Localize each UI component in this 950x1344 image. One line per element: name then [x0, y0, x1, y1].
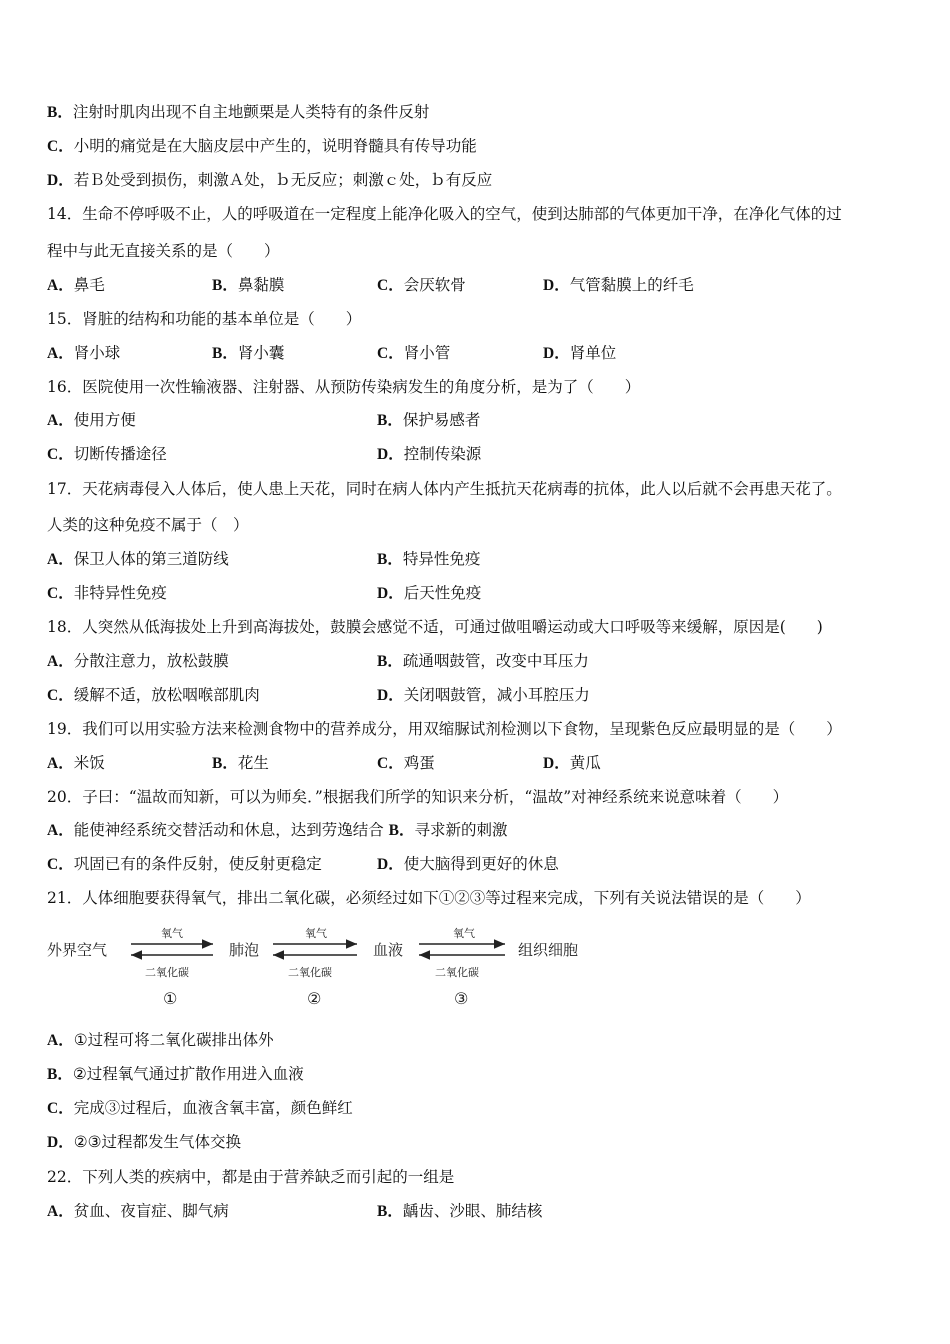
q14-stem-line2: 程中与此无直接关系的是（ ） [47, 242, 280, 260]
node-outside-air: 外界空气 [47, 941, 108, 959]
node-tissue-cells: 组织细胞 [518, 941, 579, 959]
q17-option-d: D．后天性免疫 [377, 584, 482, 602]
q21-option-c: C．完成③过程后，血液含氧丰富，颜色鲜红 [47, 1099, 353, 1117]
step1-number: ① [163, 989, 178, 1008]
q18-stem: 18．人突然从低海拔处上升到高海拔处，鼓膜会感觉不适，可通过做咀嚼运动或大口呼吸等来缓解，原因是( ) [47, 618, 823, 636]
q13-option-b: B．注射时肌肉出现不自主地颤栗是人类特有的条件反射 [47, 103, 430, 121]
q17-option-c: C．非特异性免疫 [47, 584, 167, 602]
q16-option-a: A．使用方便 [47, 411, 136, 429]
step2-number: ② [307, 989, 322, 1008]
q21-stem: 21．人体细胞要获得氧气，排出二氧化碳，必须经过如下①②③等过程来完成，下列有关说法错误的是（ ） [47, 889, 811, 907]
q21-option-b: B．②过程氧气通过扩散作用进入血液 [47, 1065, 304, 1083]
q17-option-b: B．特异性免疫 [377, 550, 481, 568]
step1-co2-label: 二氧化碳 [145, 966, 189, 979]
q20-option-d: D．使大脑得到更好的休息 [377, 855, 559, 873]
step2-co2-label: 二氧化碳 [288, 966, 332, 979]
q14-option-a: A．鼻毛 [47, 276, 105, 294]
q19-option-d: D．黄瓜 [543, 754, 601, 772]
node-alveoli: 肺泡 [229, 941, 260, 959]
q19-option-b: B．花生 [212, 754, 269, 772]
q22-option-a: A．贫血、夜盲症、脚气病 [47, 1202, 229, 1220]
node-blood: 血液 [373, 941, 404, 959]
q18-option-b: B．疏通咽鼓管，改变中耳压力 [377, 652, 589, 670]
q14-option-b: B．鼻黏膜 [212, 276, 285, 294]
q16-option-c: C．切断传播途径 [47, 445, 167, 463]
q13-option-c: C．小明的痛觉是在大脑皮层中产生的，说明脊髓具有传导功能 [47, 137, 477, 155]
q15-stem: 15．肾脏的结构和功能的基本单位是（ ） [47, 310, 362, 328]
q19-option-a: A．米饭 [47, 754, 105, 772]
q21-option-d: D．②③过程都发生气体交换 [47, 1133, 241, 1151]
q21-option-a: A．①过程可将二氧化碳排出体外 [47, 1031, 274, 1049]
q13-option-d: D．若Ｂ处受到损伤，刺激Ａ处，ｂ无反应；刺激ｃ处，ｂ有反应 [47, 171, 493, 189]
q18-option-a: A．分散注意力，放松鼓膜 [47, 652, 229, 670]
q15-option-d: D．肾单位 [543, 344, 617, 362]
q18-option-c: C．缓解不适，放松咽喉部肌肉 [47, 686, 260, 704]
q15-option-b: B．肾小囊 [212, 344, 285, 362]
q18-option-d: D．关闭咽鼓管，减小耳腔压力 [377, 686, 590, 704]
step3-co2-label: 二氧化碳 [435, 966, 479, 979]
q14-option-c: C．会厌软骨 [377, 276, 466, 294]
gas-exchange-diagram [45, 922, 605, 1022]
step1-oxygen-label: 氧气 [161, 927, 183, 940]
q16-option-d: D．控制传染源 [377, 445, 482, 463]
step3-number: ③ [454, 989, 469, 1008]
q22-option-b: B．龋齿、沙眼、肺结核 [377, 1202, 543, 1220]
q19-stem: 19．我们可以用实验方法来检测食物中的营养成分，用双缩脲试剂检测以下食物，呈现紫色反应最明显的是（ ） [47, 720, 842, 738]
q14-option-d: D．气管黏膜上的纤毛 [543, 276, 694, 294]
q22-stem: 22．下列人类的疾病中，都是由于营养缺乏而引起的一组是 [47, 1168, 455, 1186]
q19-option-c: C．鸡蛋 [377, 754, 435, 772]
q20-option-a: A．能使神经系统交替活动和休息，达到劳逸结合 B．寻求新的刺激 [47, 821, 508, 839]
q15-option-c: C．肾小管 [377, 344, 451, 362]
q20-option-c: C．巩固已有的条件反射，使反射更稳定 [47, 855, 322, 873]
q16-stem: 16．医院使用一次性输液器、注射器、从预防传染病发生的角度分析，是为了（ ） [47, 378, 641, 396]
q16-option-b: B．保护易感者 [377, 411, 481, 429]
q15-option-a: A．肾小球 [47, 344, 121, 362]
step3-oxygen-label: 氧气 [453, 927, 475, 940]
q17-stem-line2: 人类的这种免疫不属于（ ） [47, 516, 249, 534]
q17-stem-line1: 17．天花病毒侵入人体后，使人患上天花，同时在病人体内产生抵抗天花病毒的抗体，此人以后就不会再患天花了。 [47, 480, 842, 498]
q14-stem-line1: 14．生命不停呼吸不止，人的呼吸道在一定程度上能净化吸入的空气，使到达肺部的气体更加干净，在净化气体的过 [47, 205, 842, 223]
q20-stem: 20．子曰：“温故而知新，可以为师矣．”根据我们所学的知识来分析，“温故”对神经系统来说意味着（ ） [47, 788, 789, 806]
step2-oxygen-label: 氧气 [305, 927, 327, 940]
q17-option-a: A．保卫人体的第三道防线 [47, 550, 229, 568]
